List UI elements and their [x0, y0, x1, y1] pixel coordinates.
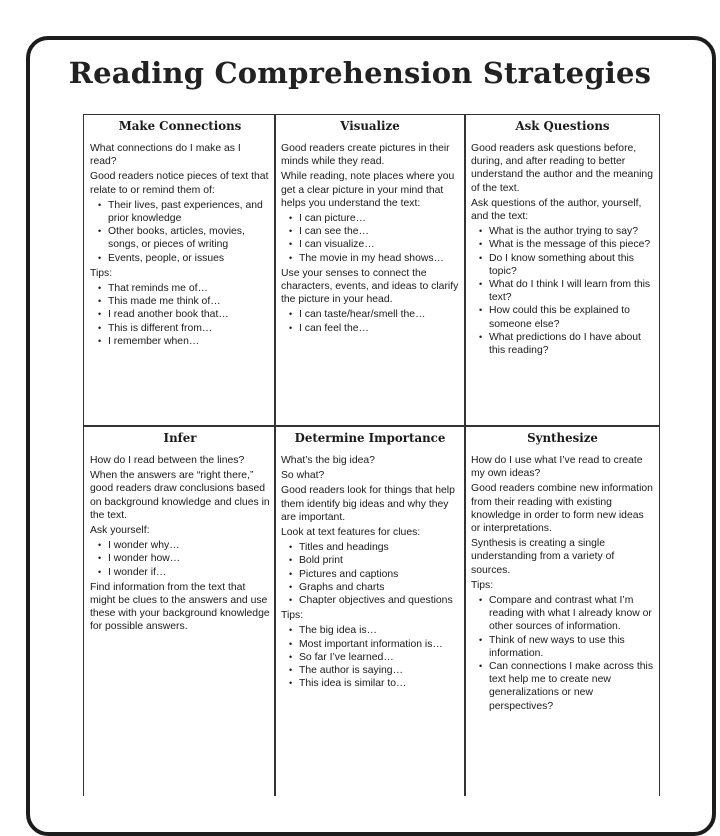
paragraph: Find information from the text that might be clues to the answers and use these with your background knowledge for possible answers. — [90, 581, 270, 633]
bullet-item: • The movie in my head shows… — [281, 252, 459, 265]
cell-ask-questions — [465, 115, 659, 425]
bullet-list — [90, 199, 270, 265]
bullet-item: • What do I think I will learn from this text? — [471, 278, 654, 304]
bullet-item: • How could this be explained to someone else? — [471, 304, 654, 330]
bullet-list — [281, 212, 459, 265]
paragraph: How do I use what I’ve read to create my own ideas? — [471, 455, 643, 480]
paragraph: Good readers look for things that help them identify big ideas and why they are important. — [281, 485, 455, 523]
bullet-item: • The author is saying… — [281, 664, 459, 677]
bullet-item: • I can visualize… — [281, 238, 459, 251]
bullet-item: • What is the author trying to say? — [471, 225, 654, 238]
paragraph: Tips: — [471, 579, 494, 591]
bullet-item: • I wonder how… — [90, 552, 270, 565]
page-title: Reading Comprehension Strategies — [68, 56, 652, 90]
bullet-list — [90, 539, 270, 579]
bullet-list — [471, 225, 654, 357]
cell-synthesize — [465, 427, 659, 797]
paragraph: How do I read between the lines? — [90, 455, 245, 466]
bullet-item: • I can picture… — [281, 212, 459, 225]
bullet-list — [471, 594, 654, 713]
paragraph: Ask yourself: — [90, 525, 150, 537]
cell-infer — [84, 427, 275, 797]
paragraph: Good readers notice pieces of text that relate to or remind them of: — [90, 171, 269, 196]
cell-heading: Infer — [163, 431, 197, 445]
cell-heading: Determine Importance — [294, 431, 446, 445]
bullet-item: • Compare and contrast what I’m reading with what I already know or other sources of information. — [471, 594, 654, 634]
cell-visualize — [275, 115, 464, 425]
paragraph: Good readers ask questions before, during, and after reading to better understand the author and the meaning of the text. — [471, 143, 653, 194]
bullet-item: • I can taste/hear/smell the… — [281, 308, 459, 321]
paragraph: What’s the big idea? — [281, 455, 375, 466]
bullet-item: • This idea is similar to… — [281, 677, 459, 690]
paragraph: So what? — [281, 470, 325, 482]
paragraph: Tips: — [90, 267, 113, 279]
bullet-list — [281, 541, 459, 607]
paragraph: Look at text features for clues: — [281, 527, 421, 539]
paragraph: Good readers create pictures in their minds while they read. — [281, 143, 450, 168]
paragraph: Tips: — [281, 610, 304, 622]
paragraph: Ask questions of the author, yourself, and the text: — [471, 197, 642, 223]
bullet-item: • I remember when… — [90, 335, 270, 348]
bullet-item: • Most important information is… — [281, 638, 459, 651]
bullet-item: • Bold print — [281, 554, 459, 567]
cell-heading: Visualize — [340, 119, 400, 133]
bullet-item: • What is the message of this piece? — [471, 238, 654, 251]
paragraph: Good readers combine new information from their reading with existing knowledge in order to form new ideas or interpretations. — [471, 483, 653, 535]
bullet-item: • I wonder if… — [90, 566, 270, 579]
paragraph: While reading, note places where you get a clear picture in your mind that helps you understand the text: — [281, 171, 455, 209]
cell-determine-importance — [275, 427, 464, 797]
bullet-item: • I read another book that… — [90, 308, 270, 321]
paragraph: Use your senses to connect the characters, events, and ideas to clarify the picture in your head. — [281, 267, 459, 306]
bullet-item: • I can see the… — [281, 225, 459, 238]
bullet-item: • Think of new ways to use this information. — [471, 634, 654, 660]
bullet-list — [90, 282, 270, 348]
bullet-item: • Other books, articles, movies, songs, or pieces of writing — [90, 225, 270, 251]
cell-heading: Make Connections — [118, 119, 242, 133]
bullet-item: • Events, people, or issues — [90, 252, 270, 265]
bullet-item: • I wonder why… — [90, 539, 270, 552]
bullet-item: • Can connections I make across this text help me to create new generalizations or new perspectives? — [471, 660, 654, 713]
bullet-list — [281, 308, 459, 334]
cell-heading: Ask Questions — [515, 119, 610, 133]
bullet-item: • So far I’ve learned… — [281, 651, 459, 664]
bullet-item: • What predictions do I have about this reading? — [471, 331, 654, 357]
bullet-item: • I can feel the… — [281, 322, 459, 335]
bullet-item: • This made me think of… — [90, 295, 270, 308]
bullet-item: • The big idea is… — [281, 624, 459, 637]
bullet-item: • Titles and headings — [281, 541, 459, 554]
strategies-grid — [83, 114, 660, 796]
bullet-item: • That reminds me of… — [90, 282, 270, 295]
bullet-item: • Graphs and charts — [281, 581, 459, 594]
bullet-item: • Chapter objectives and questions — [281, 594, 459, 607]
bullet-item: • Do I know something about this topic? — [471, 252, 654, 278]
paragraph: What connections do I make as I read? — [90, 143, 241, 168]
bullet-item: • Pictures and captions — [281, 568, 459, 581]
paragraph: Synthesis is creating a single understanding from a variety of sources. — [471, 538, 615, 576]
paragraph: When the answers are “right there,” good readers draw conclusions based on background knowledge and clues in the text. — [90, 470, 270, 521]
cell-heading: Synthesize — [527, 431, 598, 445]
bullet-list — [281, 624, 459, 690]
cell-make-connections — [84, 115, 275, 425]
bullet-item: • Their lives, past experiences, and prior knowledge — [90, 199, 270, 225]
bullet-item: • This is different from… — [90, 322, 270, 335]
